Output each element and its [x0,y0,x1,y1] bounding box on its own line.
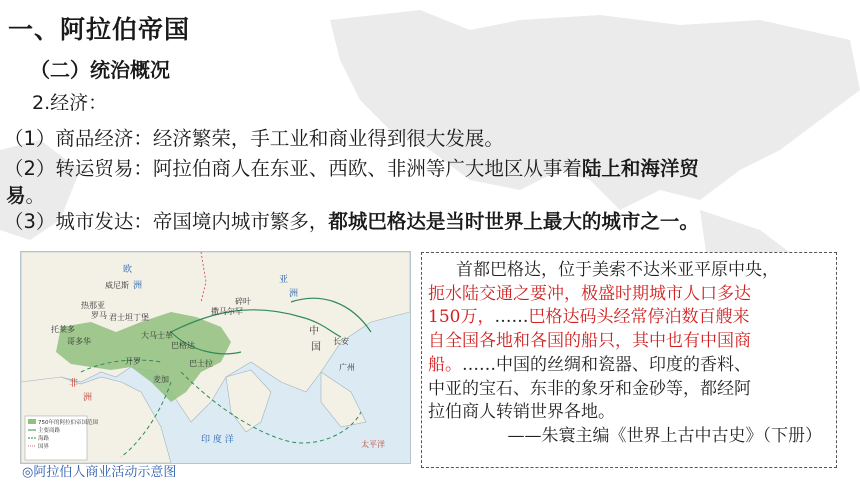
map-landmass-india [226,370,271,432]
map-label-europe2: 洲 [133,281,143,291]
legend-border: 国界 [38,444,50,450]
legend-swatch-empire [28,419,36,424]
map-label-damascus: 大马士革 [141,331,173,340]
map-label-china: 中 [309,326,319,337]
point-cities [4,206,699,234]
quote-line-3-red2: 巴格达码头经常停泊数百艘来 [528,307,750,328]
point-trade-end: 。 [25,184,46,207]
map-label-pacific: 太平洋 [361,440,385,449]
map-svg [21,252,410,463]
legend-route: 主要商路 [38,428,61,434]
map-label-toledo: 托莱多 [51,325,75,334]
point-cities-text: （3）城市发达：帝国境内城市繁多， [4,210,329,233]
quote-line-4: 自全国各地和各国的船只，其中也有中国商 [428,331,751,352]
section-heading: 2.经济： [32,92,108,114]
point-trade-bold: 陆上和海洋贸 [581,157,699,180]
page-title: 一、阿拉伯帝国 [8,15,191,44]
map-label-indian-ocean: 印 度 洋 [201,435,234,445]
map-label-genoa: 热那亚 [81,301,105,310]
map-label-cordoba: 哥多华 [67,337,91,346]
map-label-changan: 长安 [333,337,349,346]
quote-box [421,252,837,468]
point-trade-bold-cont: 易 [6,184,26,207]
quote-citation: ——朱寰主编《世界上古中古史》（下册） [507,425,822,446]
map-label-asia: 亚 [279,275,289,285]
map-label-baghdad: 巴格达 [171,341,195,350]
quote-line-5-red: 船。 [428,354,462,375]
map-label-suiye: 碎叶 [235,297,251,306]
map-label-mecca: 麦加 [153,375,169,384]
point-cities-bold: 都城巴格达是当时世界上最大的城市之一。 [328,210,699,233]
map-label-cairo: 开罗 [125,357,141,366]
quote-line-3-black: …… [494,307,529,328]
map-label-china2: 国 [311,342,321,353]
legend-empire: 750年的阿拉伯帝国范围 [38,420,98,426]
map-label-africa2: 洲 [83,393,93,403]
quote-line-2: 扼水陆交通之要冲，极盛时期城市人口多达 [428,283,751,304]
map-landmass-southeast-asia [321,372,366,427]
quote-line-5 [428,354,826,378]
quote-line-3-red: 150万， [428,307,495,328]
quote-line-6: 中亚的宝石、东非的象牙和金砂等，都经阿 [428,378,751,399]
quote-line-5-black: ……中国的丝绸和瓷器、印度的香料、 [462,354,751,375]
map-label-constantinople: 君士坦丁堡 [109,313,149,322]
quote-line-3 [428,306,826,330]
arab-trade-map [20,251,411,464]
map-label-africa: 非 [69,379,79,389]
map-label-asia2: 洲 [289,289,299,299]
point-trade-cont [6,180,45,208]
point-commerce [4,123,504,151]
map-label-rome: 罗马 [91,311,107,320]
point-trade [4,153,699,181]
map-label-venice: 威尼斯 [105,281,129,290]
quote-line-1: 首都巴格达，位于美索不达米亚平原中央， [456,260,779,280]
map-label-guangzhou: 广州 [339,363,355,372]
quote-line-7: 拉伯商人转销世界各地。 [428,402,615,423]
point-commerce-text: （1）商品经济：经济繁荣，手工业和商业得到很大发展。 [4,127,504,150]
subtitle: （二）统治概况 [30,58,170,82]
point-trade-text: （2）转运贸易：阿拉伯商人在东亚、西欧、非洲等广大地区从事着 [4,157,582,180]
map-label-basra: 巴士拉 [189,359,213,368]
legend-sea: 海路 [38,436,50,442]
map-label-europe: 欧 [123,265,133,275]
map-caption: ◎阿拉伯人商业活动示意图 [22,465,177,480]
map-label-samarkand: 撒马尔罕 [211,307,243,316]
